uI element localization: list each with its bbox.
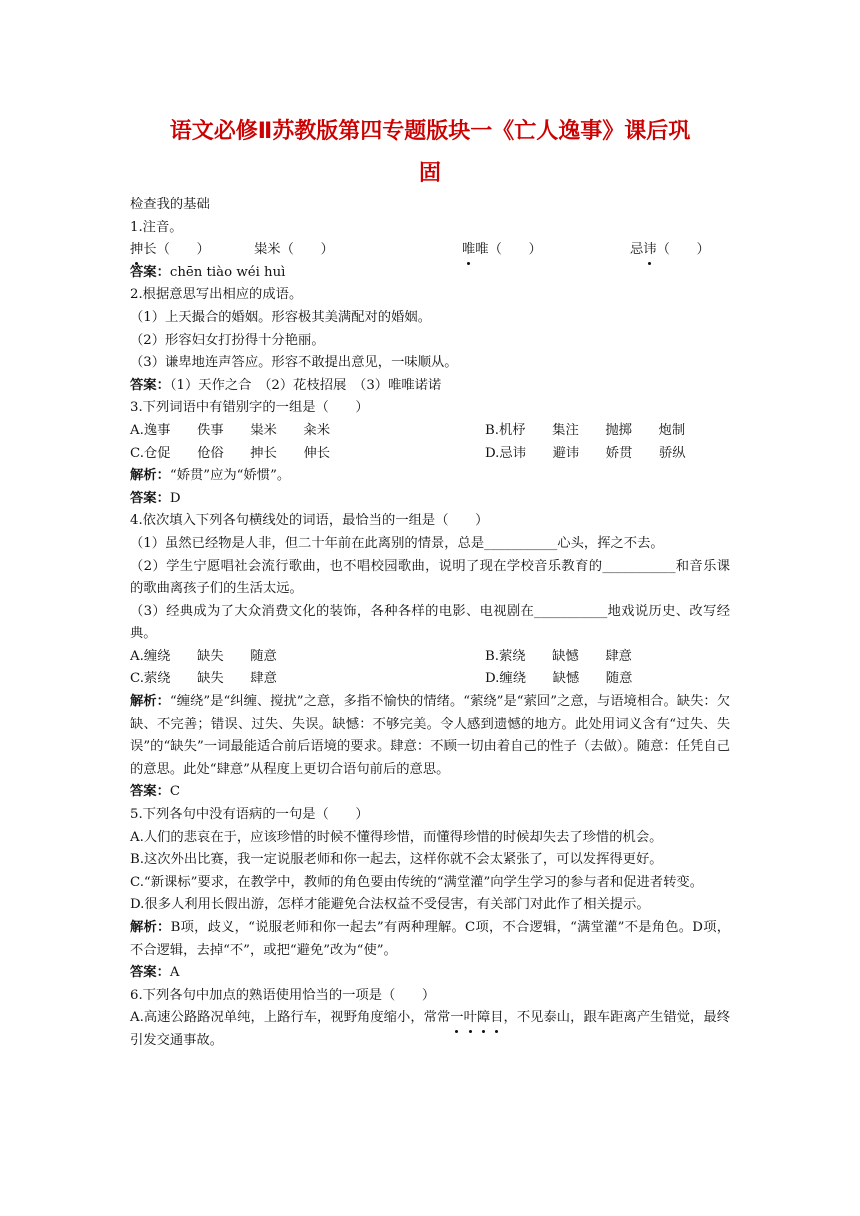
question-4-options-row-1	[130, 646, 730, 669]
item-char: 粜	[254, 242, 268, 258]
analysis-text: “缠绕”是“纠缠、搅扰”之意，多指不愉快的情绪。“萦绕”是“萦回”之意，与语境相合。缺失：欠缺、不完善；错误、过失、失误。缺憾：不够完美。令人感到遗憾的地方。此处用词义含有“过失、失误”的“缺失”一词最能适合前后语境的要求。肆意：不顾一切由着自己的性子（去做）。随意：任凭自己的意思。此处“肆意”从程度上更切合语句前后的意思。	[130, 694, 730, 777]
question-3-stem: 3.下列词语中有错别字的一组是（ ）	[130, 400, 369, 416]
option-a: A.逸事 佚事 粜米 籴米	[130, 422, 330, 438]
question-3-analysis	[130, 465, 730, 488]
question-5-stem: 5.下列各句中没有语病的一句是（ ）	[130, 807, 369, 823]
dotted-char: 讳	[643, 239, 656, 262]
answer-label: 答案：	[130, 264, 170, 280]
question-4-options-row-2	[130, 668, 730, 691]
question-3-options-row-2	[130, 443, 730, 466]
item-char: 忌	[630, 242, 644, 258]
analysis-label: 解析：	[130, 468, 170, 484]
question-6-stem: 6.下列各句中加点的熟语使用恰当的一项是（ ）	[130, 987, 436, 1003]
item-text: 米（ ）	[267, 242, 334, 258]
question-4-answer	[130, 781, 730, 804]
pinyin-item-2	[254, 239, 462, 262]
answer-label: 答案：	[130, 965, 170, 981]
question-4-stem: 4.依次填入下列各句横线处的词语，最恰当的一组是（ ）	[130, 513, 489, 529]
analysis-label: 解析：	[130, 920, 171, 935]
question-5-answer	[130, 962, 730, 985]
question-3-answer	[130, 488, 730, 511]
question-2-item: （1）上天撮合的婚姻。形容极其美满配对的婚姻。	[130, 309, 431, 325]
question-2-stem: 2.根据意思写出相应的成语。	[130, 287, 303, 303]
option-d: D.缠绕 缺憾 随意	[485, 671, 633, 687]
section-heading: 检查我的基础	[130, 197, 210, 212]
question-5-analysis	[130, 917, 730, 962]
question-4-item: （1）虽然已经物是人非，但二十年前在此离别的情景，总是___________心头，挥之不去。	[130, 535, 664, 551]
question-4-item: （2）学生宁愿唱社会流行歌曲，也不唱校园歌曲，说明了现在学校音乐教育的___________和音乐课的歌曲离孩子们的生活太远。	[130, 558, 730, 597]
document-title-continued: 固	[418, 161, 441, 186]
option-d: D.忌讳 避讳 娇贯 骄纵	[485, 445, 686, 461]
option-text: ，不见泰山，跟车距离产生错觉，最终引发交通事故。	[130, 1010, 730, 1048]
pinyin-item-1	[130, 239, 254, 262]
item-text: 唯（ ）	[475, 242, 542, 258]
question-3-options-row-1	[130, 420, 730, 443]
item-text: （ ）	[656, 242, 710, 258]
dotted-char: 叶	[464, 1007, 477, 1030]
answer-text: A	[169, 965, 180, 981]
answer-text: C	[169, 784, 181, 800]
document-body	[130, 194, 730, 1053]
answer-label: 答案：	[130, 377, 170, 393]
question-1-items	[130, 239, 730, 262]
question-2-item: （2）形容妇女打扮得十分艳丽。	[130, 332, 325, 348]
item-text: 长（ ）	[143, 242, 210, 258]
option-c: C.“新课标”要求，在教学中，教师的角色要由传统的“满堂灌”向学生学习的参与者和促进者转变。	[130, 874, 703, 890]
analysis-label: 解析：	[130, 694, 170, 710]
pinyin-item-3	[462, 239, 630, 262]
analysis-text: “娇贯”应为“娇惯”。	[169, 468, 291, 484]
option-a: A.人们的悲哀在于，应该珍惜的时候不懂得珍惜，而懂得珍惜的时候却失去了珍惜的机会。	[130, 829, 663, 845]
question-4-item: （3）经典成为了大众消费文化的装饰，各种各样的电影、电视剧在___________地戏说历史、改写经典。	[130, 603, 730, 642]
question-2-item: （3）谦卑地连声答应。形容不敢提出意见，一味顺从。	[130, 355, 458, 371]
option-text: A.高速公路路况单纯，上路行车，视野角度缩小，常常	[130, 1010, 451, 1026]
analysis-text: B项，歧义，“说服老师和你一起去”有两种理解。C项，不合逻辑，“满堂灌”不是角色。D项，不合逻辑，去掉“不”，或把“避免”改为“使”。	[130, 920, 731, 958]
option-b: B.机杼 集注 抛掷 炮制	[485, 422, 686, 438]
option-a: A.缠绕 缺失 随意	[130, 648, 277, 664]
answer-text: D	[169, 490, 181, 506]
dotted-char: 目	[490, 1007, 503, 1030]
option-a	[130, 1007, 730, 1052]
question-1-answer	[130, 262, 730, 285]
option-d: D.很多人利用长假出游，怎样才能避免合法权益不受侵害，有关部门对此作了相关提示。	[130, 897, 650, 913]
option-c: C.仓促 伧俗 抻长 伸长	[130, 445, 331, 461]
question-4-analysis	[130, 691, 730, 781]
dotted-char: 障	[477, 1007, 490, 1030]
dotted-char: 唯	[462, 239, 475, 262]
document-title: 语文必修Ⅱ苏教版第四专题版块一《亡人逸事》课后巩	[169, 119, 691, 144]
dotted-char: 一	[450, 1007, 463, 1030]
answer-text: （1）天作之合 （2）花枝招展 （3）唯唯诺诺	[169, 377, 442, 393]
answer-label: 答案：	[130, 490, 170, 506]
option-b: B.萦绕 缺憾 肆意	[485, 648, 632, 664]
question-2-answer	[130, 375, 730, 398]
dotted-char: 抻	[130, 239, 143, 262]
question-1-stem: 1.注音。	[130, 219, 183, 235]
option-c: C.萦绕 缺失 肆意	[130, 671, 277, 687]
answer-label: 答案：	[130, 784, 170, 800]
pinyin-item-4	[630, 239, 710, 262]
option-b: B.这次外出比赛，我一定说服老师和你一起去，这样你就不会太紧张了，可以发挥得更好。	[130, 852, 663, 868]
answer-text: chēn tiào wéi huì	[169, 264, 286, 280]
